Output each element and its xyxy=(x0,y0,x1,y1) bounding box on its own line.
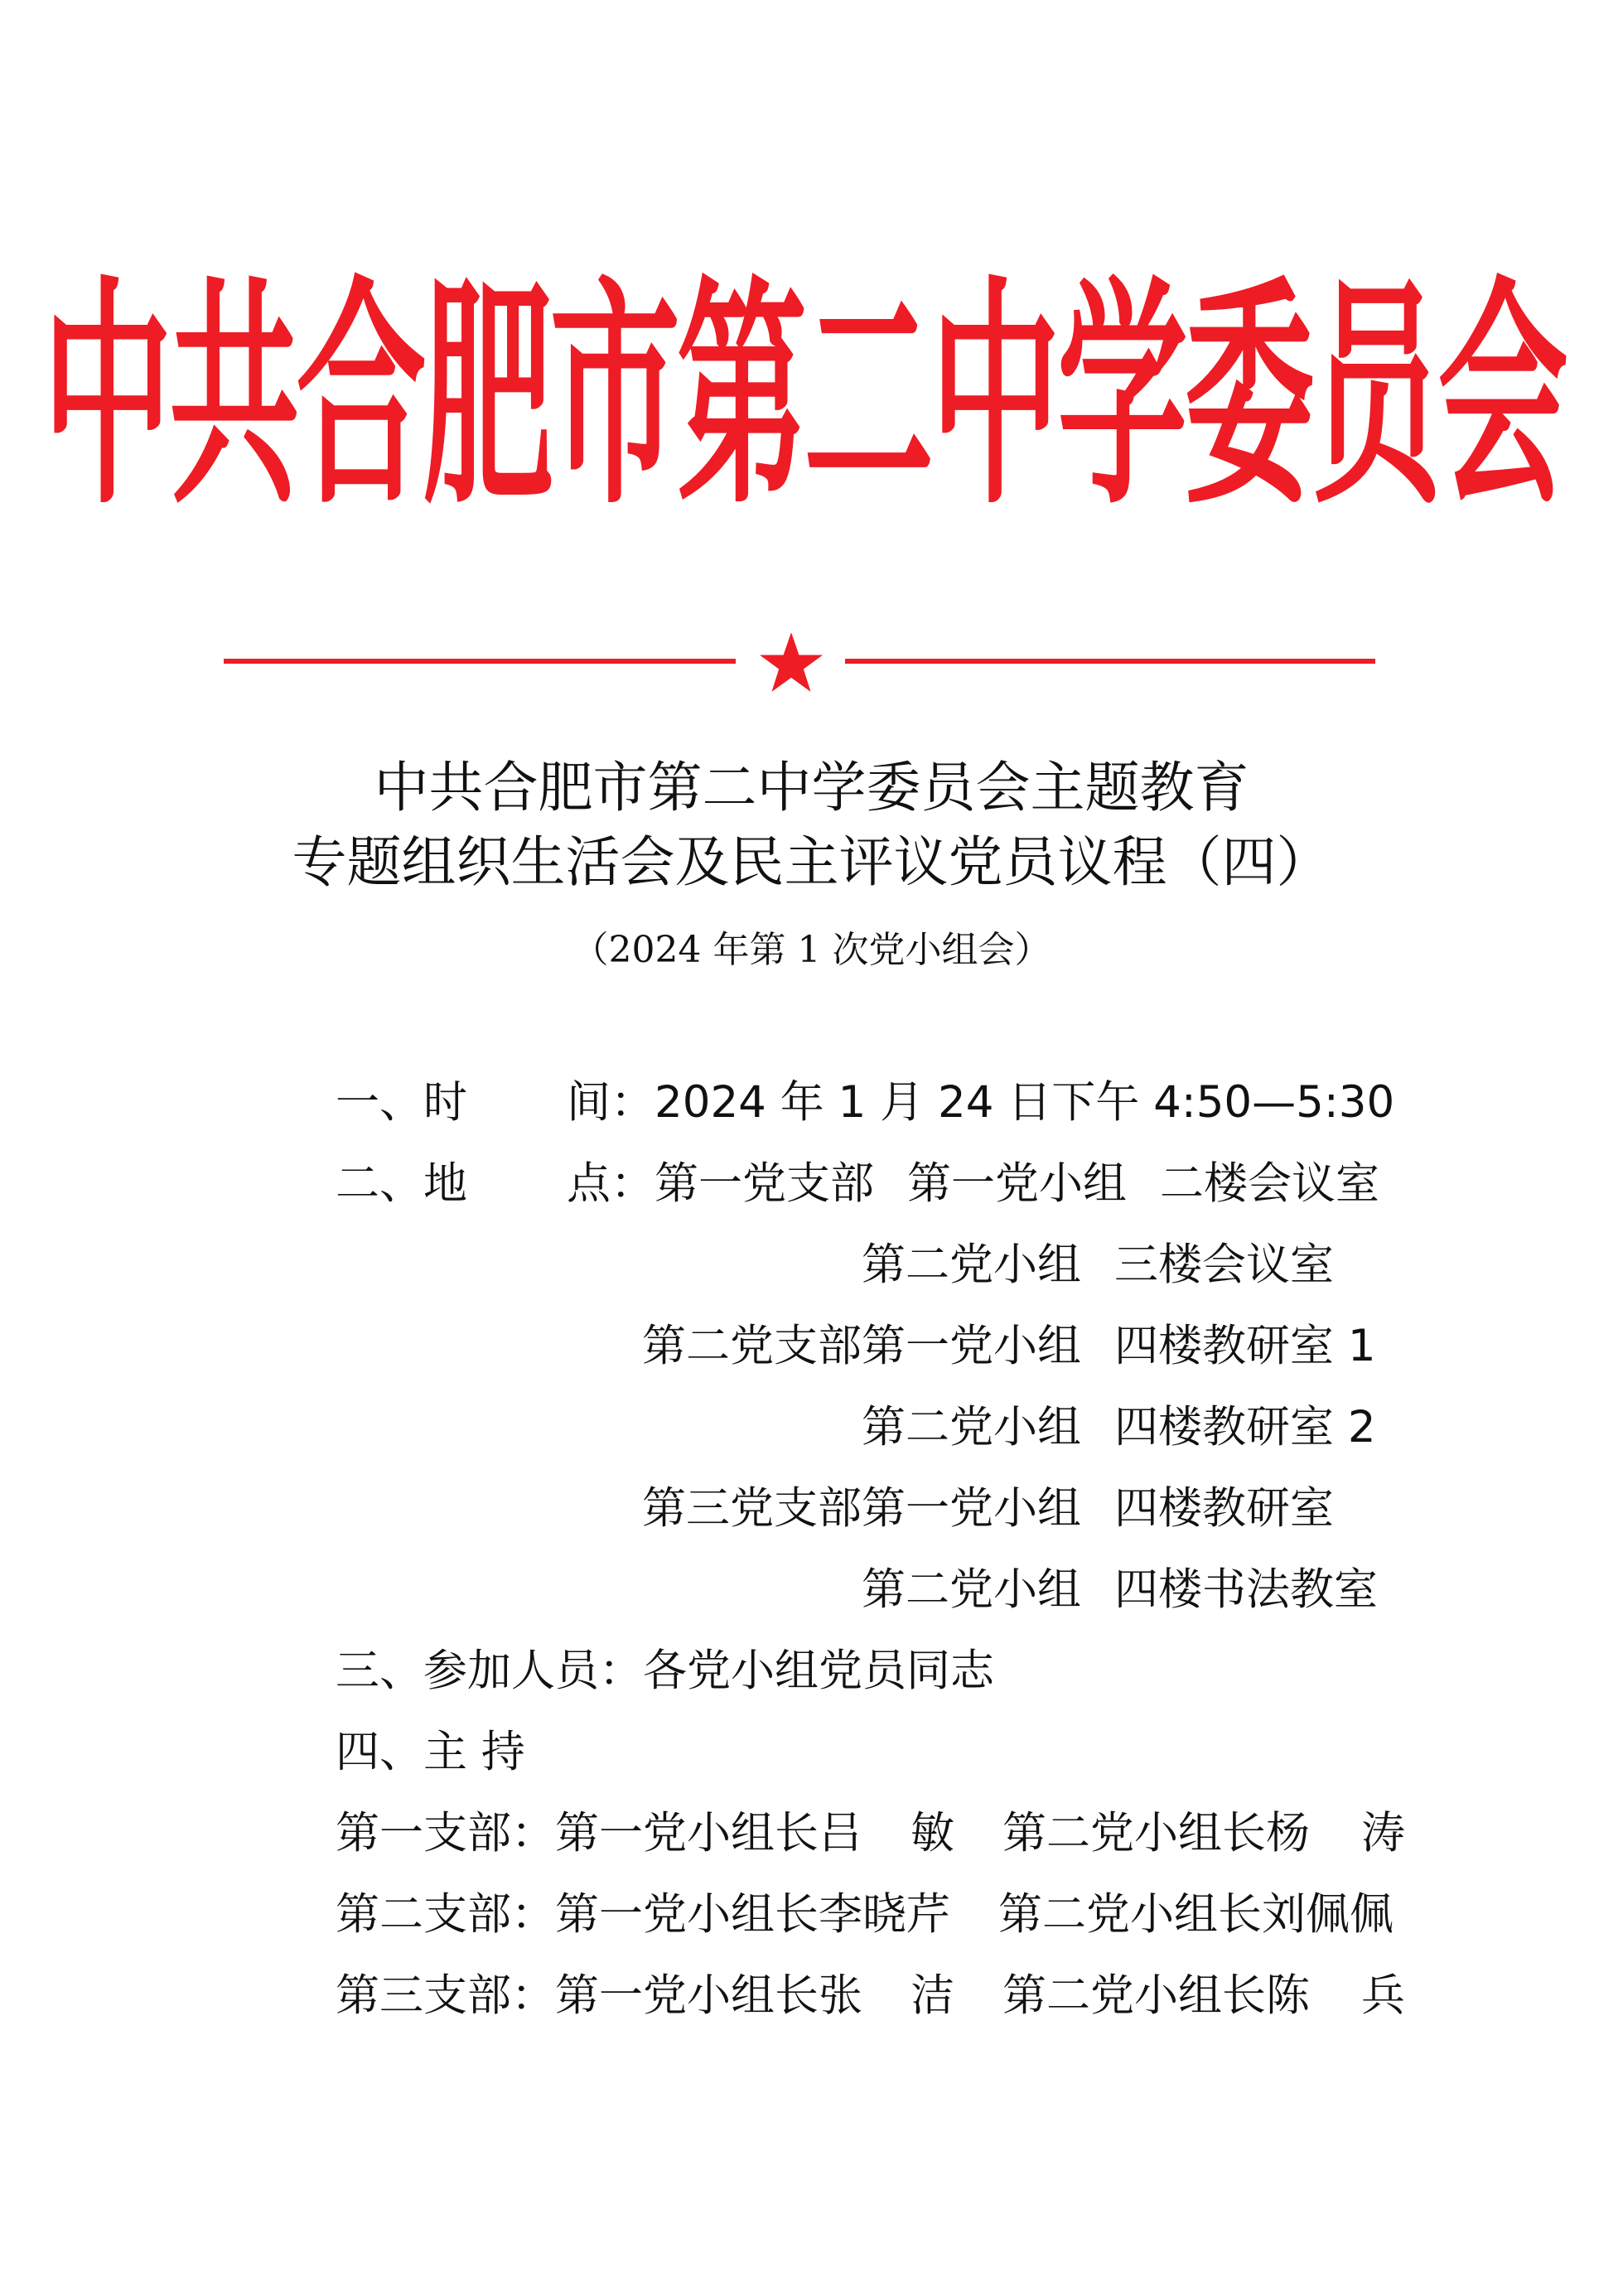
host-row2-leader2: 第二党小组长刘佩佩 xyxy=(998,1889,1394,1940)
place-row5-branch-group: 第三党支部第一党小组 xyxy=(642,1483,1081,1534)
place-line-2 xyxy=(862,1240,1334,1290)
place-row2-room: 三楼会议室 xyxy=(1114,1240,1334,1290)
time-line xyxy=(336,1077,1395,1128)
place-row5-room: 四楼教研室 xyxy=(1114,1483,1334,1534)
time-label-b: 间： xyxy=(567,1077,655,1128)
document-subtitle: （2024 年第 1 次党小组会） xyxy=(572,929,1051,971)
red-star-icon xyxy=(758,630,824,696)
host-row1-leader2-tail: 涛 xyxy=(1361,1808,1405,1859)
host-row1-leader2: 第二党小组长杨 xyxy=(1002,1808,1310,1859)
host-heading: 四、主 持 xyxy=(336,1727,525,1777)
place-line-3 xyxy=(642,1321,1376,1371)
place-row6-group: 第二党小组 xyxy=(862,1564,1081,1615)
time-label-a: 一、时 xyxy=(336,1077,467,1128)
place-row1-branch: 第一党支部 xyxy=(655,1158,874,1209)
host-row-3 xyxy=(336,1970,1405,2021)
place-line-4 xyxy=(862,1402,1376,1453)
host-row1-leader1-tail: 敏 xyxy=(911,1808,954,1859)
place-row4-group: 第二党小组 xyxy=(862,1402,1081,1453)
host-row3-branch: 第三支部： xyxy=(336,1970,555,2021)
host-row-2 xyxy=(336,1889,1394,1940)
place-row4-room: 四楼教研室 2 xyxy=(1114,1402,1376,1453)
place-row2-group: 第二党小组 xyxy=(862,1240,1081,1290)
host-row3-leader2-tail: 兵 xyxy=(1361,1970,1405,2021)
place-line-6 xyxy=(862,1564,1378,1615)
host-row2-branch: 第二支部： xyxy=(336,1889,555,1940)
place-row6-room: 四楼书法教室 xyxy=(1114,1564,1378,1615)
document-title-line1: 中共合肥市第二中学委员会主题教育 xyxy=(374,756,1249,819)
host-row-1 xyxy=(336,1808,1405,1859)
place-label-a: 二、地 xyxy=(336,1158,467,1209)
attendees-line: 三、参加人员：各党小组党员同志 xyxy=(336,1646,994,1696)
time-value: 2024 年 1 月 24 日下午 4:50—5:30 xyxy=(655,1077,1395,1128)
red-rule-right xyxy=(845,659,1375,664)
host-row1-leader1: 第一党小组长吕 xyxy=(555,1808,862,1859)
red-rule-left xyxy=(224,659,736,664)
place-label-b: 点： xyxy=(567,1158,655,1209)
host-row3-leader1-tail: 洁 xyxy=(911,1970,954,2021)
masthead-title: 中共合肥市第二中学委员会 xyxy=(42,257,1565,538)
place-row1-room: 二楼会议室 xyxy=(1160,1158,1379,1209)
place-row3-room: 四楼教研室 1 xyxy=(1114,1321,1376,1371)
place-row1-group: 第一党小组 xyxy=(907,1158,1127,1209)
place-line-5 xyxy=(642,1483,1334,1534)
host-row3-leader2: 第二党小组长陈 xyxy=(1002,1970,1310,2021)
host-row3-leader1: 第一党小组长张 xyxy=(555,1970,862,2021)
place-row3-branch-group: 第二党支部第一党小组 xyxy=(642,1321,1081,1371)
place-line-1 xyxy=(336,1158,1379,1209)
host-row2-leader1: 第一党小组长李晓芹 xyxy=(555,1889,950,1940)
host-row1-branch: 第一支部： xyxy=(336,1808,555,1859)
document-title-line2: 专题组织生活会及民主评议党员议程（四） xyxy=(292,830,1331,894)
